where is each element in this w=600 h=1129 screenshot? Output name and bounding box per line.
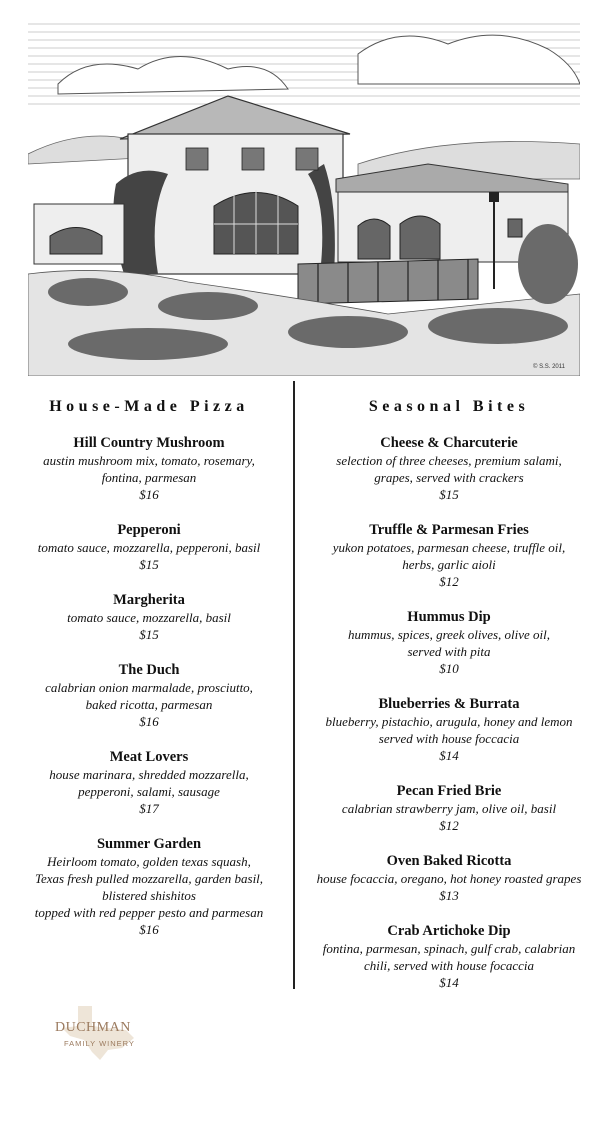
menu-item-price: $14 [439,748,459,763]
menu-item [8,591,290,643]
menu-item [304,782,594,834]
menu-item-price: $13 [439,888,459,903]
menu-item-name: Cheese & Charcuterie [380,435,518,451]
menu-item-name: The Duch [118,662,180,678]
menu-item-price: $14 [439,975,459,990]
menu-item-name: Summer Garden [96,836,202,852]
section-title: House-Made Pizza [49,398,249,415]
menu-item-price: $10 [439,661,459,676]
menu-item-price: $12 [439,818,459,833]
menu-item-price: $16 [139,922,159,937]
menu-item-description: house focaccia, oregano, hot honey roasted grapes [316,871,582,886]
winery-illustration [28,14,580,376]
menu-item-price: $12 [439,574,459,589]
menu-item-name: Meat Lovers [109,749,189,765]
menu-item-description: fontina, parmesan, spinach, gulf crab, calabrian chili, served with house focaccia [322,941,576,973]
menu-item-price: $15 [439,487,459,502]
logo-subtitle: FAMILY WINERY [64,1039,135,1048]
menu-item-name: Hill Country Mushroom [73,435,225,451]
menu-item [8,434,290,503]
logo-name: DUCHMAN [55,1020,131,1035]
pizza-section [8,398,290,956]
menu-item-description: tomato sauce, mozzarella, pepperoni, basil [37,540,261,555]
menu-item-description: yukon potatoes, parmesan cheese, truffle oil, herbs, garlic aioli [332,540,566,572]
menu-item-name: Margherita [113,592,185,608]
menu-item-name: Truffle & Parmesan Fries [369,522,529,538]
menu-item-name: Crab Artichoke Dip [387,923,511,939]
menu-item-price: $15 [139,557,159,572]
menu-item-description: house marinara, shredded mozzarella, pepperoni, salami, sausage [49,767,249,799]
menu-item-name: Hummus Dip [407,609,491,625]
menu-item-description: blueberry, pistachio, arugula, honey and lemon served with house foccacia [325,714,573,746]
menu-item [8,521,290,573]
menu-item [8,835,290,938]
menu-item-description: calabrian onion marmalade, prosciutto, baked ricotta, parmesan [45,680,253,712]
menu-item [304,922,594,991]
menu-item [304,608,594,677]
menu-item [304,695,594,764]
menu-item-name: Pepperoni [117,522,181,538]
artist-signature: © S.S. 2011 [533,364,565,370]
menu-item-name: Pecan Fried Brie [396,783,502,799]
menu-item [304,521,594,590]
pizza-list [8,434,290,938]
menu-item-description: calabrian strawberry jam, olive oil, basil [341,801,557,816]
menu-item-description: austin mushroom mix, tomato, rosemary, fontina, parmesan [43,453,255,485]
menu-item-price: $17 [139,801,159,816]
menu-item [8,661,290,730]
menu-item-description: tomato sauce, mozzarella, basil [67,610,231,625]
menu-item-name: Oven Baked Ricotta [386,853,512,869]
menu-item-description: hummus, spices, greek olives, olive oil, served with pita [347,627,551,659]
menu-item [304,852,594,904]
menu-item [304,434,594,503]
section-title: Seasonal Bites [368,398,530,415]
column-divider [293,381,295,989]
menu-item-price: $16 [139,714,159,729]
bites-section [304,398,594,1009]
menu-item-price: $16 [139,487,159,502]
menu-item-price: $15 [139,627,159,642]
menu-item-description: Heirloom tomato, golden texas squash, Texas fresh pulled mozzarella, garden basil, blistered shishitos topped with red pepper pesto and parmesan [34,854,264,920]
menu-item-description: selection of three cheeses, premium salami, grapes, served with crackers [336,453,562,485]
bites-list [304,434,594,991]
menu-item [8,748,290,817]
menu-item-name: Blueberries & Burrata [378,696,520,712]
